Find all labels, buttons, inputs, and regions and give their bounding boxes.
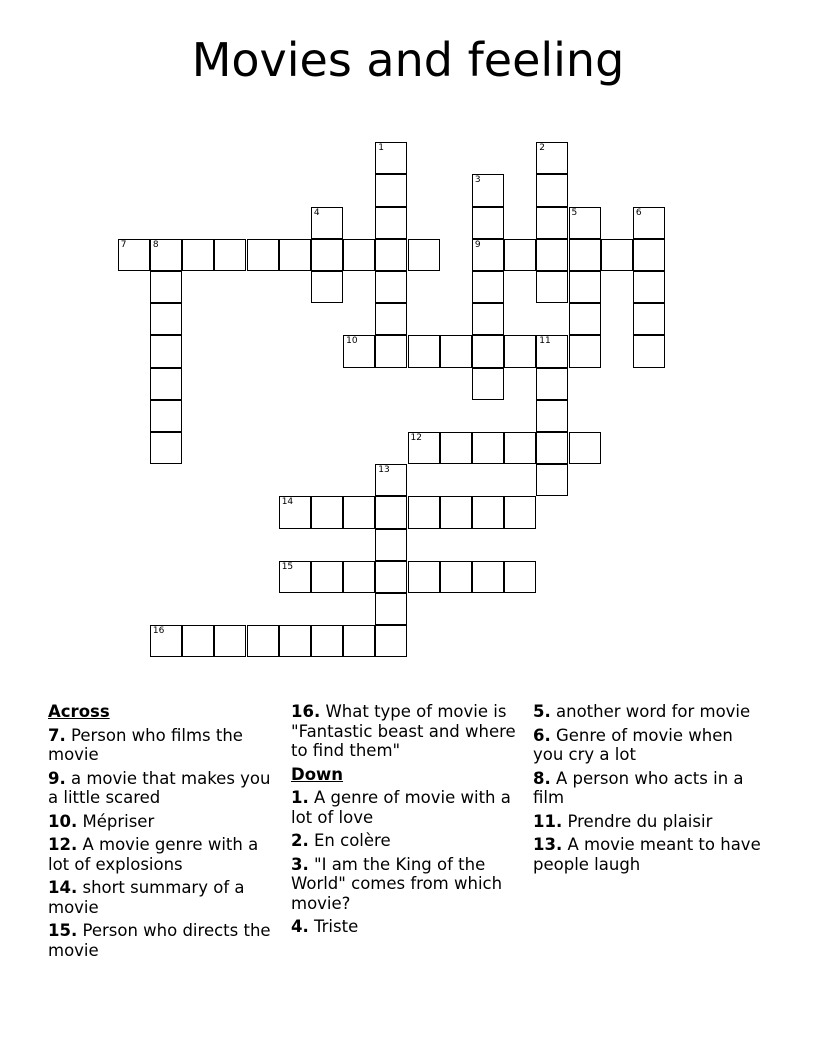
grid-cell[interactable] xyxy=(375,496,407,528)
clue-number: 8. xyxy=(533,768,551,788)
clue-number: 2. xyxy=(291,831,309,850)
grid-cell[interactable] xyxy=(440,496,472,528)
grid-cell[interactable] xyxy=(472,271,504,303)
clue-column-2 xyxy=(291,702,523,941)
grid-cell[interactable] xyxy=(311,496,343,528)
grid-cell[interactable] xyxy=(536,400,568,432)
grid-cell[interactable] xyxy=(504,496,536,528)
grid-cell[interactable] xyxy=(504,561,536,593)
grid-cell[interactable] xyxy=(150,271,182,303)
clue-number: 7. xyxy=(48,725,66,745)
grid-cell[interactable] xyxy=(472,174,504,206)
clue-down-1 xyxy=(291,788,523,827)
grid-cell[interactable] xyxy=(375,207,407,239)
clue-number-label: 8 xyxy=(152,239,159,250)
grid-cell[interactable] xyxy=(343,625,375,657)
grid-cell[interactable] xyxy=(279,496,311,528)
clue-down-4 xyxy=(291,917,523,937)
clue-across-15 xyxy=(48,921,280,960)
grid-cell[interactable] xyxy=(279,625,311,657)
clue-down-6 xyxy=(533,726,765,765)
grid-cell[interactable] xyxy=(633,239,665,271)
clue-across-9 xyxy=(48,769,280,808)
grid-cell[interactable] xyxy=(375,303,407,335)
clue-number: 10. xyxy=(48,811,78,831)
grid-cell[interactable] xyxy=(536,464,568,496)
clue-number-label: 11 xyxy=(539,336,551,347)
grid-cell[interactable] xyxy=(440,335,472,367)
grid-cell[interactable] xyxy=(150,400,182,432)
grid-cell[interactable] xyxy=(375,239,407,271)
grid-cell[interactable] xyxy=(408,335,440,367)
clue-text: A genre of movie with a lot of love xyxy=(291,788,511,827)
clue-column-3 xyxy=(533,702,765,878)
grid-cell[interactable] xyxy=(375,593,407,625)
clue-number: 5. xyxy=(533,702,551,721)
clue-down-5 xyxy=(533,702,765,722)
grid-cell[interactable] xyxy=(375,561,407,593)
clue-text: Triste xyxy=(308,917,359,936)
grid-cell[interactable] xyxy=(472,239,504,271)
clue-number: 6. xyxy=(533,725,551,745)
grid-cell[interactable] xyxy=(569,207,601,239)
grid-cell[interactable] xyxy=(569,432,601,464)
clue-text: En colère xyxy=(308,831,391,850)
clue-number-label: 4 xyxy=(313,207,320,218)
grid-cell[interactable] xyxy=(536,335,568,367)
clue-number-label: 7 xyxy=(120,239,127,250)
grid-cell[interactable] xyxy=(150,303,182,335)
grid-cell[interactable] xyxy=(311,239,343,271)
clue-number-label: 16 xyxy=(152,626,165,637)
clue-text: A movie meant to have people laugh xyxy=(533,835,761,874)
grid-cell[interactable] xyxy=(504,432,536,464)
grid-cell[interactable] xyxy=(536,368,568,400)
grid-cell[interactable] xyxy=(182,625,214,657)
clue-text: Mépriser xyxy=(77,811,155,831)
grid-cell[interactable] xyxy=(440,561,472,593)
clue-text: short summary of a movie xyxy=(48,878,245,917)
grid-cell[interactable] xyxy=(311,207,343,239)
grid-cell[interactable] xyxy=(472,561,504,593)
grid-cell[interactable] xyxy=(375,271,407,303)
clue-number: 1. xyxy=(291,788,309,807)
grid-cell[interactable] xyxy=(536,432,568,464)
grid-cell[interactable] xyxy=(247,625,279,657)
grid-cell[interactable] xyxy=(633,303,665,335)
clue-number-label: 14 xyxy=(281,497,294,508)
clue-number-label: 3 xyxy=(474,175,481,186)
page-title: Movies and feeling xyxy=(191,33,625,87)
grid-cell[interactable] xyxy=(375,464,407,496)
grid-cell[interactable] xyxy=(343,239,375,271)
clue-number: 14. xyxy=(48,878,78,897)
clue-text: Genre of movie when you cry a lot xyxy=(533,725,733,764)
clue-number-label: 2 xyxy=(539,143,546,154)
clue-number: 15. xyxy=(48,921,78,940)
grid-cell[interactable] xyxy=(472,303,504,335)
clue-number: 3. xyxy=(291,854,309,874)
grid-cell[interactable] xyxy=(311,561,343,593)
grid-cell[interactable] xyxy=(472,432,504,464)
grid-cell[interactable] xyxy=(182,239,214,271)
grid-cell[interactable] xyxy=(150,625,182,657)
grid-cell[interactable] xyxy=(569,239,601,271)
clue-down-8 xyxy=(533,769,765,808)
grid-cell[interactable] xyxy=(569,271,601,303)
clue-number-label: 6 xyxy=(635,207,642,218)
clue-text: "I am the King of the World" comes from which movie? xyxy=(291,854,503,913)
clue-number: 12. xyxy=(48,835,78,854)
grid-cell[interactable] xyxy=(408,432,440,464)
clue-text: What type of movie is "Fantastic beast and where to find them" xyxy=(291,702,516,760)
clue-across-7 xyxy=(48,726,280,765)
clue-number-label: 15 xyxy=(281,561,294,572)
clue-number: 11. xyxy=(533,811,563,831)
grid-cell[interactable] xyxy=(472,496,504,528)
grid-cell[interactable] xyxy=(601,239,633,271)
clue-text: A person who acts in a film xyxy=(533,768,744,807)
clue-across-12 xyxy=(48,835,280,874)
clue-across-16 xyxy=(291,702,523,761)
clue-number: 4. xyxy=(291,917,309,936)
clue-number-label: 13 xyxy=(378,465,390,476)
grid-cell[interactable] xyxy=(408,239,440,271)
grid-cell[interactable] xyxy=(536,207,568,239)
clue-down-3 xyxy=(291,855,523,914)
grid-cell[interactable] xyxy=(343,561,375,593)
grid-cell[interactable] xyxy=(343,335,375,367)
clue-number-label: 1 xyxy=(378,143,385,154)
grid-cell[interactable] xyxy=(214,625,246,657)
clue-text: a movie that makes you a little scared xyxy=(48,768,271,807)
grid-cell[interactable] xyxy=(472,335,504,367)
grid-cell[interactable] xyxy=(150,432,182,464)
clue-across-14 xyxy=(48,878,280,917)
clue-number-label: 9 xyxy=(474,239,481,250)
grid-cell[interactable] xyxy=(472,368,504,400)
grid-cell[interactable] xyxy=(569,303,601,335)
grid-cell[interactable] xyxy=(472,207,504,239)
grid-cell[interactable] xyxy=(633,271,665,303)
clue-number-label: 5 xyxy=(571,207,578,218)
grid-cell[interactable] xyxy=(375,529,407,561)
grid-cell[interactable] xyxy=(536,271,568,303)
grid-cell[interactable] xyxy=(408,561,440,593)
clue-number: 13. xyxy=(533,835,563,854)
grid-cell[interactable] xyxy=(375,174,407,206)
grid-cell[interactable] xyxy=(375,625,407,657)
grid-cell[interactable] xyxy=(343,496,375,528)
grid-cell[interactable] xyxy=(150,239,182,271)
grid-cell[interactable] xyxy=(569,335,601,367)
clue-text: Person who films the movie xyxy=(48,725,243,764)
clue-down-13 xyxy=(533,835,765,874)
grid-cell[interactable] xyxy=(440,432,472,464)
grid-cell[interactable] xyxy=(375,142,407,174)
clue-number: 9. xyxy=(48,768,66,788)
clue-number-label: 12 xyxy=(410,433,422,443)
grid-cell[interactable] xyxy=(214,239,246,271)
grid-cell[interactable] xyxy=(311,625,343,657)
across-heading: Across xyxy=(48,702,110,721)
clue-number: 16. xyxy=(291,702,321,721)
grid-cell[interactable] xyxy=(247,239,279,271)
grid-cell[interactable] xyxy=(536,239,568,271)
grid-cell[interactable] xyxy=(536,174,568,206)
grid-cell[interactable] xyxy=(150,335,182,367)
grid-cell[interactable] xyxy=(279,239,311,271)
clue-number-label: 10 xyxy=(346,336,358,347)
grid-cell[interactable] xyxy=(311,271,343,303)
clue-down-2 xyxy=(291,831,523,851)
clue-text: Prendre du plaisir xyxy=(562,811,713,831)
clue-column-1 xyxy=(48,702,280,964)
grid-cell[interactable] xyxy=(504,335,536,367)
grid-cell[interactable] xyxy=(279,561,311,593)
grid-cell[interactable] xyxy=(633,335,665,367)
clue-down-11 xyxy=(533,812,765,832)
clue-text: Person who directs the movie xyxy=(48,921,271,960)
grid-cell[interactable] xyxy=(150,368,182,400)
grid-cell[interactable] xyxy=(375,335,407,367)
grid-cell[interactable] xyxy=(536,142,568,174)
down-heading: Down xyxy=(291,764,344,784)
grid-cell[interactable] xyxy=(633,207,665,239)
clue-text: another word for movie xyxy=(550,702,751,721)
clue-text: A movie genre with a lot of explosions xyxy=(48,835,259,874)
grid-cell[interactable] xyxy=(118,239,150,271)
clue-across-10 xyxy=(48,812,280,832)
grid-cell[interactable] xyxy=(408,496,440,528)
grid-cell[interactable] xyxy=(504,239,536,271)
